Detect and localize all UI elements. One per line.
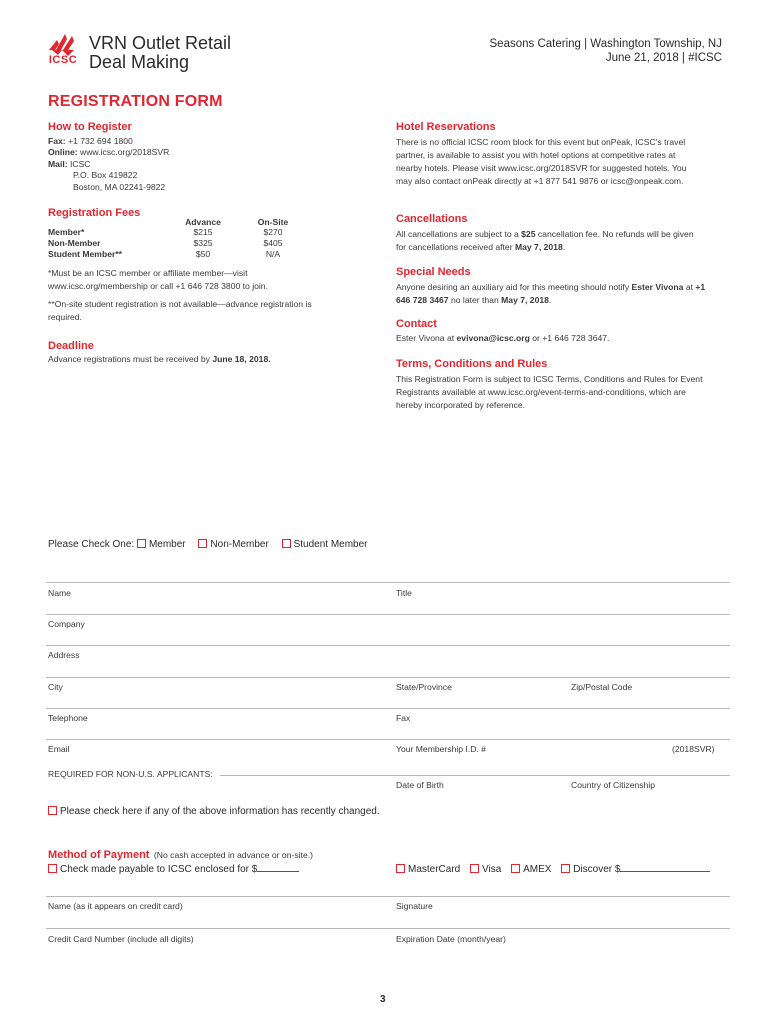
card-discover-label: Discover $ <box>573 864 621 875</box>
terms-section <box>396 358 716 412</box>
card-mastercard[interactable] <box>396 864 460 875</box>
contact-text2: or +1 646 728 3647. <box>529 333 610 343</box>
deadline-section <box>48 340 368 365</box>
cancellation-fee: $25 <box>521 229 536 239</box>
divider <box>46 677 730 678</box>
fee-onsite: N/A <box>265 249 281 259</box>
checkbox-member[interactable] <box>137 539 186 550</box>
contact-text1: Ester Vivona at <box>396 333 457 343</box>
fee-label: Student Member** <box>48 249 123 259</box>
terms-heading: Terms, Conditions and Rules <box>396 358 548 370</box>
deadline-date: June 18, 2018. <box>212 354 271 364</box>
mail-label: Mail: <box>48 158 68 169</box>
mail-line1: ICSC <box>69 158 91 169</box>
fee-onsite: $270 <box>263 227 283 237</box>
member-type-prompt: Please Check One: <box>48 539 135 550</box>
payment-note: (No cash accepted in advance or on-site.) <box>153 850 313 860</box>
card-amount-input[interactable] <box>620 863 710 872</box>
icsc-logo <box>46 30 82 70</box>
card-amex-label: AMEX <box>523 864 552 875</box>
cc-number-field[interactable]: Credit Card Number (include all digits) <box>48 934 194 944</box>
terms-text: This Registration Form is subject to ICSC Terms, Conditions and Rules for Event Registrants available at www.icsc.org/event-terms-and-conditions, which are hereby incorporated by reference. <box>396 374 703 410</box>
fax-label: Fax: <box>48 136 66 146</box>
cancellation-date: May 7, 2018 <box>514 242 563 252</box>
divider <box>46 582 730 583</box>
info-changed-label: Please check here if any of the above information has recently changed. <box>60 806 380 817</box>
checkbox-icon[interactable] <box>198 539 207 548</box>
citizenship-field[interactable]: Country of Citizenship <box>571 780 656 790</box>
state-field[interactable]: State/Province <box>396 682 452 692</box>
fee-advance: $215 <box>193 227 213 237</box>
contact-section <box>396 318 716 344</box>
fax-field[interactable]: Fax <box>396 713 411 723</box>
info-changed-checkbox[interactable] <box>48 806 380 817</box>
deadline-heading: Deadline <box>48 340 94 352</box>
cc-name-field[interactable]: Name (as it appears on credit card) <box>48 901 183 911</box>
check-payment-option[interactable] <box>48 863 299 875</box>
event-title-line2: Deal Making <box>89 52 190 72</box>
cancellations-section <box>396 213 716 254</box>
address-field[interactable]: Address <box>48 650 80 660</box>
event-title <box>89 34 231 72</box>
membership-suffix: (2018SVR) <box>672 744 715 754</box>
form-title: REGISTRATION FORM <box>48 93 223 110</box>
checkbox-icon[interactable] <box>282 539 291 548</box>
card-discover[interactable] <box>561 864 710 875</box>
special-needs-section <box>396 266 716 307</box>
card-mastercard-label: MasterCard <box>408 864 461 875</box>
fees-table <box>48 217 308 260</box>
online-value[interactable]: www.icsc.org/2018SVR <box>80 147 170 158</box>
signature-field[interactable]: Signature <box>396 901 433 911</box>
date-line: June 21, 2018 | #ICSC <box>605 52 722 64</box>
checkbox-icon[interactable] <box>511 864 520 873</box>
card-options <box>396 863 710 875</box>
special-needs-phone: +1 646 728 3467 <box>396 282 706 305</box>
fees-note-member: *Must be an ICSC member or affiliate member—visit www.icsc.org/membership or call +1 646 728 3800 to join. <box>48 268 268 291</box>
event-details <box>490 37 722 65</box>
telephone-field[interactable]: Telephone <box>48 713 88 723</box>
fee-label: Non-Member <box>48 238 101 248</box>
special-needs-text3: no later than <box>448 295 502 305</box>
how-to-register-section <box>48 121 368 193</box>
check-payment-label: Check made payable to ICSC enclosed for $ <box>60 864 258 875</box>
col-advance: Advance <box>185 217 221 227</box>
contact-heading: Contact <box>396 318 437 330</box>
hotel-text: There is no official ICSC room block for this event but onPeak, ICSC’s travel partner, is available to assist you with hotel options at competitive rates at nearby hotels. Please visit www.icsc.org/2018SVR for suggested hotels. You may also contact onPeak directly at +1 877 541 9876 or icsc@onpeak.com. <box>396 137 687 186</box>
expiration-field[interactable]: Expiration Date (month/year) <box>396 934 506 944</box>
divider <box>46 896 730 897</box>
special-needs-name: Ester Vivona <box>631 282 684 292</box>
card-visa[interactable] <box>470 864 501 875</box>
dob-field[interactable]: Date of Birth <box>396 780 444 790</box>
divider <box>46 708 730 709</box>
fee-onsite: $405 <box>263 238 283 248</box>
payment-heading: Method of Payment <box>48 849 150 861</box>
cancellations-text2: cancellation fee. No refunds will be given for cancellations received after <box>396 229 694 252</box>
checkbox-icon[interactable] <box>561 864 570 873</box>
registration-fees-section <box>48 207 368 324</box>
card-amex[interactable] <box>511 864 551 875</box>
cancellations-text3: . <box>562 242 566 252</box>
checkbox-icon[interactable] <box>48 864 57 873</box>
divider <box>46 739 730 740</box>
deadline-text: Advance registrations must be received by <box>48 354 213 364</box>
checkbox-non-member-label: Non-Member <box>210 539 269 550</box>
special-needs-text4: . <box>548 295 552 305</box>
fee-advance: $50 <box>195 249 211 259</box>
logo-text: ICSC <box>48 54 78 66</box>
col-onsite: On-Site <box>257 217 289 227</box>
card-visa-label: Visa <box>482 864 502 875</box>
special-needs-text2: at <box>683 282 696 292</box>
registration-fees-heading: Registration Fees <box>48 207 141 219</box>
venue-line: Seasons Catering | Washington Township, NJ <box>489 38 722 50</box>
fee-label: Member* <box>48 227 85 237</box>
fax-value: +1 732 694 1800 <box>68 136 133 146</box>
special-needs-heading: Special Needs <box>396 266 471 278</box>
checkbox-icon[interactable] <box>48 806 57 815</box>
city-field[interactable]: City <box>48 682 63 692</box>
special-needs-date: May 7, 2018 <box>501 295 549 305</box>
checkbox-icon[interactable] <box>396 864 405 873</box>
name-field[interactable]: Name <box>48 588 71 598</box>
fee-row <box>48 238 308 249</box>
checkbox-icon[interactable] <box>137 539 146 548</box>
checkbox-member-label: Member <box>148 539 186 550</box>
hotel-heading: Hotel Reservations <box>396 121 496 133</box>
checkbox-icon[interactable] <box>470 864 479 873</box>
checkbox-student-member-label: Student Member <box>293 539 368 550</box>
checkbox-student-member[interactable] <box>282 539 368 550</box>
mail-line2: P.O. Box 419822 <box>73 170 138 181</box>
divider <box>220 775 730 776</box>
zip-field[interactable]: Zip/Postal Code <box>571 682 633 692</box>
mail-line3: Boston, MA 02241-9822 <box>73 181 166 192</box>
online-label: Online: <box>48 147 78 158</box>
non-us-label: REQUIRED FOR NON-U.S. APPLICANTS: <box>48 769 213 779</box>
email-field[interactable]: Email <box>48 744 70 754</box>
fee-row <box>48 249 308 260</box>
member-type-check <box>48 539 368 550</box>
contact-email[interactable]: evivona@icsc.org <box>456 333 530 343</box>
fee-row <box>48 227 308 238</box>
company-field[interactable]: Company <box>48 619 85 629</box>
fees-note-student: **On-site student registration is not available—advance registration is required. <box>48 299 312 322</box>
divider <box>46 645 730 646</box>
special-needs-text1: Anyone desiring an auxiliary aid for this meeting should notify <box>396 282 632 292</box>
fee-advance: $325 <box>193 238 213 248</box>
payment-heading-row <box>48 845 313 863</box>
title-field[interactable]: Title <box>396 588 412 598</box>
how-to-register-heading: How to Register <box>48 121 132 133</box>
hotel-section <box>396 121 716 188</box>
divider <box>46 614 730 615</box>
checkbox-non-member[interactable] <box>198 539 268 550</box>
page-number: 3 <box>380 994 386 1005</box>
check-amount-input[interactable] <box>257 863 299 872</box>
event-title-line1: VRN Outlet Retail <box>89 33 232 53</box>
cancellations-text1: All cancellations are subject to a <box>396 229 522 239</box>
divider <box>46 928 730 929</box>
cancellations-heading: Cancellations <box>396 213 468 225</box>
membership-id-field[interactable]: Your Membership I.D. # <box>396 744 486 754</box>
